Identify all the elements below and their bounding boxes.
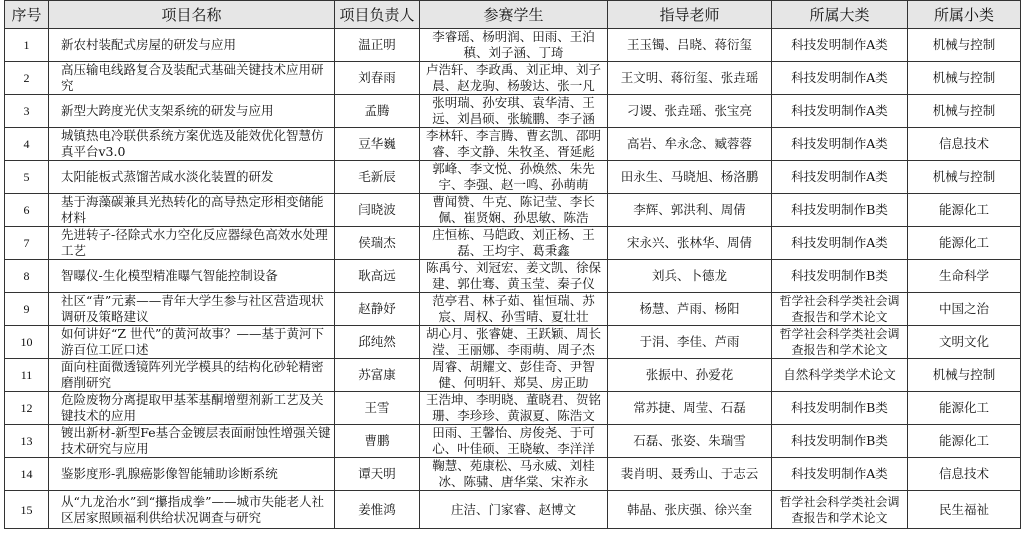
project-name: 危险废物分离提取甲基苯基酮增塑剂新工艺及关键技术的应用 bbox=[49, 392, 335, 425]
projects-table bbox=[4, 0, 1021, 529]
subcategory: 机械与控制 bbox=[908, 29, 1021, 62]
category: 科技发明制作B类 bbox=[772, 425, 908, 458]
students: 田雨、王馨怡、房俊尧、于可心、叶佳硕、王晓敏、李洋洋 bbox=[420, 425, 608, 458]
row-index: 5 bbox=[5, 161, 49, 194]
category: 科技发明制作B类 bbox=[772, 392, 908, 425]
advisors: 常苏捷、周莹、石磊 bbox=[608, 392, 772, 425]
students: 周睿、胡耀文、彭佳奇、尹智健、何明轩、郑昊、房正助 bbox=[420, 359, 608, 392]
project-leader: 豆华巍 bbox=[335, 128, 420, 161]
advisors: 田永生、马晓旭、杨洛鹏 bbox=[608, 161, 772, 194]
students: 鞠慧、苑康松、马永威、刘桂冰、陈骕、唐华棠、宋祚永 bbox=[420, 458, 608, 491]
project-name: 如何讲好“Z 世代”的黄河故事？——基于黄河下游百位工匠口述 bbox=[49, 326, 335, 359]
advisors: 高岩、牟永念、臧蓉蓉 bbox=[608, 128, 772, 161]
project-leader: 邱纯然 bbox=[335, 326, 420, 359]
category: 科技发明制作A类 bbox=[772, 227, 908, 260]
row-index: 12 bbox=[5, 392, 49, 425]
students: 李林轩、李言腾、曹玄凯、邵明睿、李文静、朱牧圣、胥延彪 bbox=[420, 128, 608, 161]
project-name: 面向柱面微透镜阵列光学模具的结构化砂轮精密磨削研究 bbox=[49, 359, 335, 392]
students: 庄洁、门家睿、赵博文 bbox=[420, 491, 608, 529]
header-leader: 项目负责人 bbox=[335, 1, 420, 29]
category: 自然科学类学术论文 bbox=[772, 359, 908, 392]
category: 科技发明制作A类 bbox=[772, 458, 908, 491]
table-row bbox=[5, 95, 1021, 128]
project-name: 基于海藻碳兼具光热转化的高导热定形相变储能材料 bbox=[49, 194, 335, 227]
subcategory: 能源化工 bbox=[908, 425, 1021, 458]
subcategory: 机械与控制 bbox=[908, 95, 1021, 128]
subcategory: 文明文化 bbox=[908, 326, 1021, 359]
project-name: 新型大跨度光伏支架系统的研发与应用 bbox=[49, 95, 335, 128]
subcategory: 机械与控制 bbox=[908, 62, 1021, 95]
project-name: 从“九龙治水”到“攥指成拳”——城市失能老人社区居家照顾福利供给状况调查与研究 bbox=[49, 491, 335, 529]
row-index: 9 bbox=[5, 293, 49, 326]
project-leader: 毛新辰 bbox=[335, 161, 420, 194]
advisors: 石磊、张姿、朱瑞雪 bbox=[608, 425, 772, 458]
students: 李睿瑶、杨明润、田雨、王泊稹、刘子涵、丁琦 bbox=[420, 29, 608, 62]
project-leader: 苏富康 bbox=[335, 359, 420, 392]
row-index: 8 bbox=[5, 260, 49, 293]
header-advisors: 指导老师 bbox=[608, 1, 772, 29]
row-index: 11 bbox=[5, 359, 49, 392]
students: 王浩坤、李明晓、董晓君、贺铭珊、李珍珍、黄淑夏、陈浩文 bbox=[420, 392, 608, 425]
category: 科技发明制作B类 bbox=[772, 260, 908, 293]
category: 科技发明制作B类 bbox=[772, 194, 908, 227]
category: 科技发明制作A类 bbox=[772, 95, 908, 128]
advisors: 裴肖明、聂秀山、于志云 bbox=[608, 458, 772, 491]
table-row bbox=[5, 161, 1021, 194]
project-leader: 温正明 bbox=[335, 29, 420, 62]
category: 科技发明制作A类 bbox=[772, 128, 908, 161]
project-name: 太阳能板式蒸馏苦咸水淡化装置的研发 bbox=[49, 161, 335, 194]
students: 范亭君、林子茹、崔恒瑞、苏宸、周权、孙雪晴、夏壮壮 bbox=[420, 293, 608, 326]
students: 卢浩轩、李政禹、刘正坤、刘子晨、赵龙驹、杨骏达、张一凡 bbox=[420, 62, 608, 95]
project-leader: 王雪 bbox=[335, 392, 420, 425]
advisors: 王文明、蒋衍玺、张垚瑶 bbox=[608, 62, 772, 95]
category: 哲学社会科学类社会调查报告和学术论文 bbox=[772, 326, 908, 359]
category: 科技发明制作A类 bbox=[772, 161, 908, 194]
category: 科技发明制作A类 bbox=[772, 62, 908, 95]
table-row bbox=[5, 359, 1021, 392]
row-index: 2 bbox=[5, 62, 49, 95]
subcategory: 生命科学 bbox=[908, 260, 1021, 293]
project-leader: 曹鹏 bbox=[335, 425, 420, 458]
advisors: 宋永兴、张林华、周倩 bbox=[608, 227, 772, 260]
project-name: 先进转子-径除式水力空化反应器绿色高效水处理工艺 bbox=[49, 227, 335, 260]
project-leader: 孟腾 bbox=[335, 95, 420, 128]
students: 曹闻赞、牛克、陈记莹、李长佩、崔贤娴、孙思敏、陈浩 bbox=[420, 194, 608, 227]
table-row bbox=[5, 293, 1021, 326]
table-row bbox=[5, 128, 1021, 161]
project-name: 鉴影度形-乳腺癌影像智能辅助诊断系统 bbox=[49, 458, 335, 491]
project-name: 高压输电线路复合及装配式基础关键技术应用研究 bbox=[49, 62, 335, 95]
subcategory: 能源化工 bbox=[908, 392, 1021, 425]
table-row bbox=[5, 326, 1021, 359]
row-index: 3 bbox=[5, 95, 49, 128]
table-row bbox=[5, 227, 1021, 260]
project-name: 智曝仪-生化模型精准曝气智能控制设备 bbox=[49, 260, 335, 293]
advisors: 杨慧、芦雨、杨阳 bbox=[608, 293, 772, 326]
project-leader: 谭天明 bbox=[335, 458, 420, 491]
project-leader: 耿高远 bbox=[335, 260, 420, 293]
table-row bbox=[5, 425, 1021, 458]
row-index: 7 bbox=[5, 227, 49, 260]
table-row bbox=[5, 29, 1021, 62]
category: 科技发明制作A类 bbox=[772, 29, 908, 62]
project-name: 城镇热电冷联供系统方案优选及能效优化智慧仿真平台v3.0 bbox=[49, 128, 335, 161]
table-row bbox=[5, 194, 1021, 227]
students: 胡心月、张睿婕、王跃颖、周长滢、王丽娜、李雨萌、周子杰 bbox=[420, 326, 608, 359]
row-index: 14 bbox=[5, 458, 49, 491]
students: 张明瑞、孙安琪、袁华清、王远、刘昌硕、张毓鹏、李子涵 bbox=[420, 95, 608, 128]
table-row bbox=[5, 392, 1021, 425]
students: 郭峰、李文悦、孙焕然、朱先宇、李强、赵一鸣、孙萌萌 bbox=[420, 161, 608, 194]
header-category: 所属大类 bbox=[772, 1, 908, 29]
project-name: 新农村装配式房屋的研发与应用 bbox=[49, 29, 335, 62]
advisors: 刁谡、张垚瑶、张宝亮 bbox=[608, 95, 772, 128]
row-index: 1 bbox=[5, 29, 49, 62]
subcategory: 信息技术 bbox=[908, 128, 1021, 161]
subcategory: 机械与控制 bbox=[908, 359, 1021, 392]
project-leader: 刘春雨 bbox=[335, 62, 420, 95]
subcategory: 能源化工 bbox=[908, 227, 1021, 260]
header-project-name: 项目名称 bbox=[49, 1, 335, 29]
subcategory: 能源化工 bbox=[908, 194, 1021, 227]
subcategory: 机械与控制 bbox=[908, 161, 1021, 194]
subcategory: 中国之治 bbox=[908, 293, 1021, 326]
project-leader: 侯瑞杰 bbox=[335, 227, 420, 260]
header-subcategory: 所属小类 bbox=[908, 1, 1021, 29]
project-leader: 姜惟鸿 bbox=[335, 491, 420, 529]
advisors: 韩晶、张庆强、徐兴奎 bbox=[608, 491, 772, 529]
category: 哲学社会科学类社会调查报告和学术论文 bbox=[772, 293, 908, 326]
subcategory: 信息技术 bbox=[908, 458, 1021, 491]
subcategory: 民生福祉 bbox=[908, 491, 1021, 529]
row-index: 15 bbox=[5, 491, 49, 529]
header-row bbox=[5, 1, 1021, 29]
header-students: 参赛学生 bbox=[420, 1, 608, 29]
header-index: 序号 bbox=[5, 1, 49, 29]
table-row bbox=[5, 491, 1021, 529]
row-index: 6 bbox=[5, 194, 49, 227]
row-index: 10 bbox=[5, 326, 49, 359]
advisors: 王玉镯、吕晓、蒋衍玺 bbox=[608, 29, 772, 62]
category: 哲学社会科学类社会调查报告和学术论文 bbox=[772, 491, 908, 529]
table-row bbox=[5, 260, 1021, 293]
students: 庄恒栋、马皑政、刘正杨、王磊、王均宇、葛秉鑫 bbox=[420, 227, 608, 260]
advisors: 于涓、李佳、芦雨 bbox=[608, 326, 772, 359]
table-row bbox=[5, 62, 1021, 95]
advisors: 张振中、孙爱花 bbox=[608, 359, 772, 392]
table-body bbox=[5, 29, 1021, 529]
project-name: 社区“青”元素——青年大学生参与社区营造现状调研及策略建议 bbox=[49, 293, 335, 326]
advisors: 李辉、郭洪利、周倩 bbox=[608, 194, 772, 227]
project-leader: 赵静妤 bbox=[335, 293, 420, 326]
students: 陈禹兮、刘冠宏、姜文凯、徐保建、郭仕骞、黄玉莹、秦子仪 bbox=[420, 260, 608, 293]
row-index: 4 bbox=[5, 128, 49, 161]
project-leader: 闫晓波 bbox=[335, 194, 420, 227]
project-name: 镀出新材-新型Fe基合金镀层表面耐蚀性增强关键技术研究与应用 bbox=[49, 425, 335, 458]
advisors: 刘兵、卜德龙 bbox=[608, 260, 772, 293]
row-index: 13 bbox=[5, 425, 49, 458]
table-row bbox=[5, 458, 1021, 491]
